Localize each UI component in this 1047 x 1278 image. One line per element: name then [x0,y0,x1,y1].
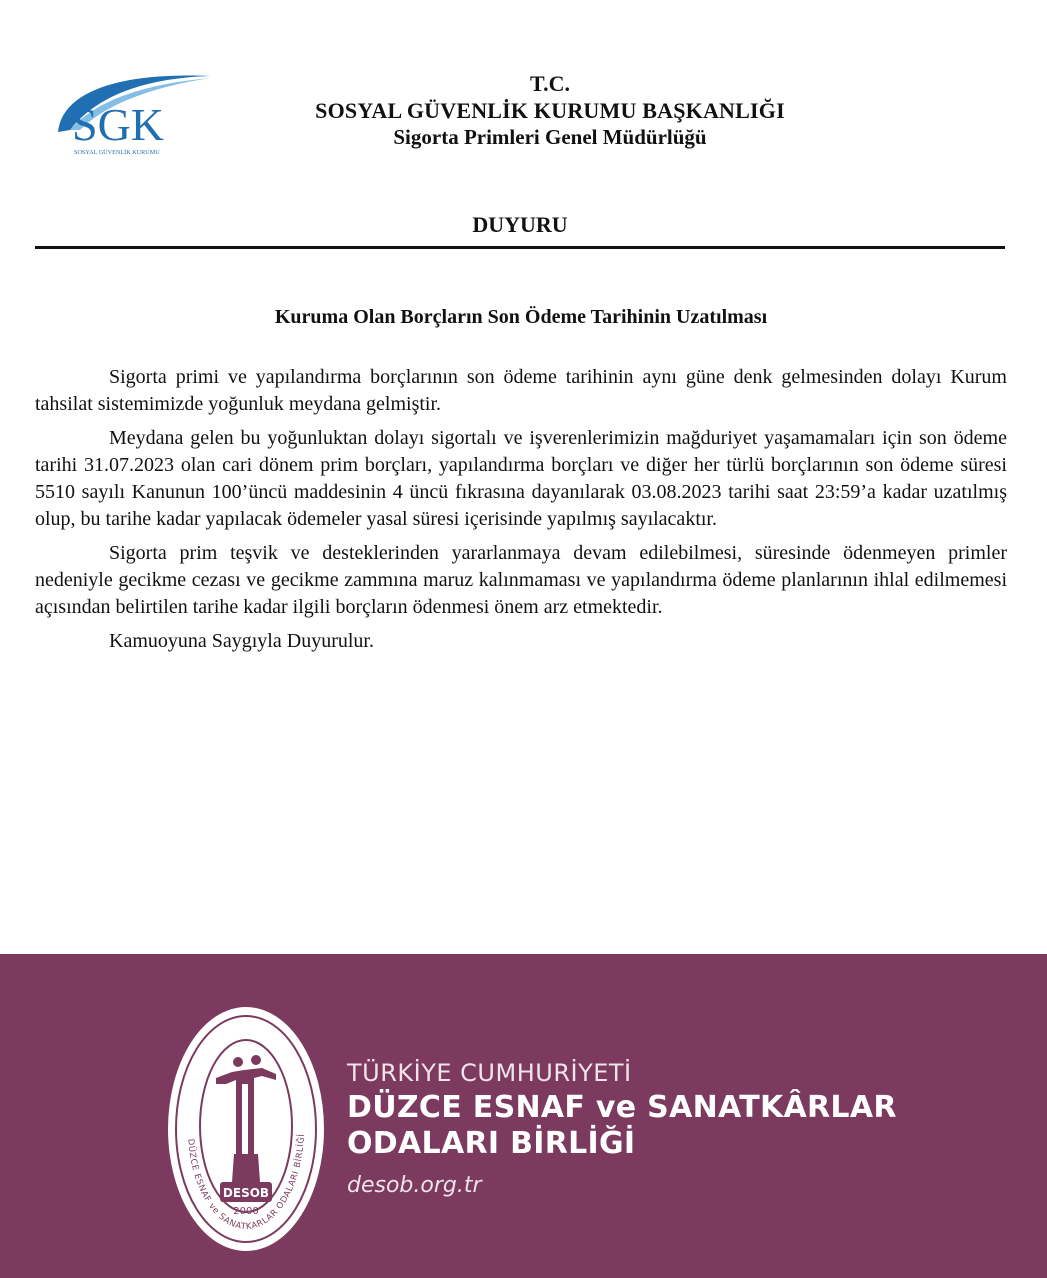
seal-acronym: DESOB [222,1186,270,1200]
document-body [35,364,1007,662]
seal-ring-text: DÜZCE ESNAF ve SANATKARLAR ODALARI BİRLİĞİ [185,1133,307,1233]
republic-abbrev: T.C. [530,71,570,96]
seal-year: 2000 [233,1206,259,1217]
sgk-logo-icon [48,66,218,162]
header-divider [35,246,1005,249]
paragraph: Sigorta primi ve yapılandırma borçlarının son ödeme tarihinin aynı güne denk gelmesinden dolayı Kurum tahsilat sistemimizde yoğunluk meydana gelmiştir. [35,366,1007,415]
letterhead [270,70,830,151]
paragraph: Sigorta prim teşvik ve desteklerinden yararlanmaya devam edilebilmesi, süresinde ödenmeyen primler nedeniyle gecikme cezası ve gecikme zammına maruz kalınmaması ve yapılandırma ödeme planlarının ihlal edilmemesi açısından belirtilen tarihe kadar ilgili borçların ödenmesi önem arz etmektedir. [35,542,1007,618]
footer-union-line2: ODALARI BİRLİĞİ [347,1126,636,1161]
sgk-logo-text: SGK [72,99,165,150]
notice-label: DUYURU [472,212,568,237]
footer-republic: TÜRKİYE CUMHURİYETİ [347,1059,632,1087]
institution-name: SOSYAL GÜVENLİK KURUMU BAŞKANLIĞI [315,98,785,123]
sgk-logo-subtext: SOSYAL GÜVENLİK KURUMU [74,149,160,156]
desob-seal-icon [166,1004,326,1254]
closing-line: Kamuoyuna Saygıyla Duyurulur. [109,630,374,652]
footer-website-link[interactable]: desob.org.tr [347,1173,482,1198]
paragraph: Meydana gelen bu yoğunluktan dolayı sigortalı ve işverenlerimizin mağduriyet yaşamamaları için son ödeme tarihi 31.07.2023 olan cari dönem prim borçları, yapılandırma borçları ve diğer her türlü borçlarının son ödeme süresi 5510 sayılı Kanunun 100’üncü maddesinin 4 üncü fıkrasına dayanılarak 03.08.2023 tarihi saat 23:59’a kadar uzatılmış olup, bu tarihe kadar yapılacak ödemeler yasal süresi içerisinde yapılmış sayılacaktır. [35,427,1007,530]
document-title: Kuruma Olan Borçların Son Ödeme Tarihinin Uzatılması [274,306,768,328]
footer-union-line1: DÜZCE ESNAF ve SANATKÂRLAR [347,1090,897,1125]
department-name: Sigorta Primleri Genel Müdürlüğü [393,125,707,149]
footer-band [0,954,1047,1278]
footer-text [347,1056,1027,1206]
